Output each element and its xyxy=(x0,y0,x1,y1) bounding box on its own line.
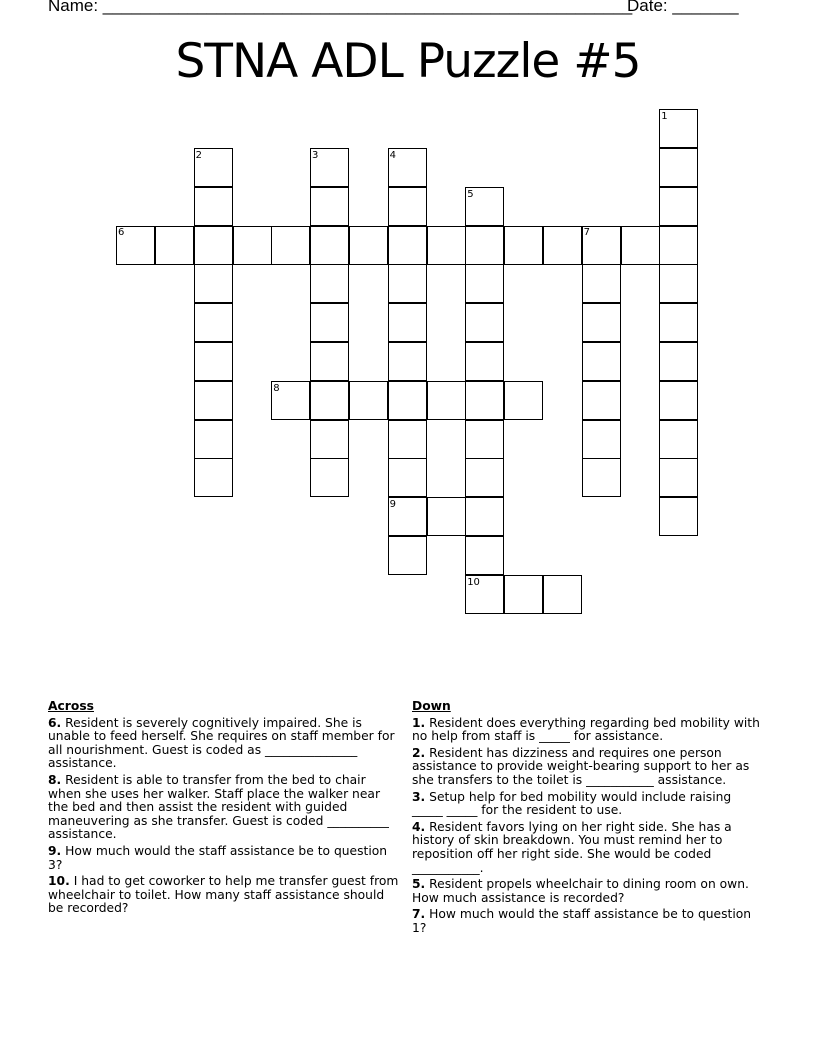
grid-cell[interactable] xyxy=(504,575,543,614)
clue-across-9 xyxy=(48,845,400,872)
grid-cell[interactable] xyxy=(310,420,349,459)
grid-cell[interactable] xyxy=(427,381,466,420)
grid-cell[interactable] xyxy=(310,303,349,342)
clue-text: Resident has dizziness and requires one person assistance to provide weight-bearing support to her as she transfers to the toilet is ___________ assistance. xyxy=(412,745,750,787)
clue-number-label: 8 xyxy=(273,382,280,394)
clue-number: 8. xyxy=(48,772,62,787)
across-clues xyxy=(48,700,400,919)
down-heading: Down xyxy=(412,699,451,713)
grid-cell[interactable] xyxy=(427,497,466,536)
clue-text: How much would the staff assistance be to question 1? xyxy=(412,907,752,935)
grid-cell[interactable] xyxy=(659,458,698,497)
grid-cell[interactable] xyxy=(310,187,349,226)
grid-cell[interactable] xyxy=(659,148,698,187)
clue-number-label: 4 xyxy=(389,149,396,161)
grid-cell[interactable] xyxy=(271,226,310,265)
date-field-label: Date: _______ xyxy=(627,0,739,15)
grid-cell[interactable] xyxy=(349,381,388,420)
grid-cell[interactable] xyxy=(310,264,349,303)
grid-cell[interactable] xyxy=(465,497,504,536)
grid-cell[interactable] xyxy=(194,458,233,497)
clue-number-label: 10 xyxy=(467,576,480,588)
grid-cell[interactable] xyxy=(659,303,698,342)
grid-cell[interactable] xyxy=(388,420,427,459)
clue-number: 7. xyxy=(412,907,426,922)
grid-cell[interactable] xyxy=(465,342,504,381)
clue-down-4 xyxy=(412,821,764,875)
grid-cell[interactable] xyxy=(543,575,582,614)
clue-text: How much would the staff assistance be to question 3? xyxy=(48,843,388,872)
clue-down-2 xyxy=(412,747,764,788)
grid-cell[interactable] xyxy=(388,381,427,420)
grid-cell[interactable] xyxy=(349,226,388,265)
grid-cell[interactable] xyxy=(582,420,621,459)
grid-cell[interactable] xyxy=(659,497,698,536)
clue-number-label: 2 xyxy=(195,149,202,161)
grid-cell[interactable] xyxy=(194,381,233,420)
grid-cell[interactable] xyxy=(659,381,698,420)
grid-cell[interactable] xyxy=(155,226,194,265)
clue-across-8 xyxy=(48,774,400,842)
grid-cell[interactable] xyxy=(543,226,582,265)
grid-cell[interactable] xyxy=(388,303,427,342)
grid-cell[interactable] xyxy=(465,381,504,420)
grid-cell[interactable] xyxy=(233,226,272,265)
grid-cell[interactable] xyxy=(659,226,698,265)
clue-text: I had to get coworker to help me transfer guest from wheelchair to toilet. How many staff assistance should be recorded? xyxy=(48,874,399,916)
clue-number-label: 6 xyxy=(118,227,125,239)
clue-across-6 xyxy=(48,717,400,771)
grid-cell[interactable] xyxy=(465,536,504,575)
grid-cell[interactable] xyxy=(194,226,233,265)
grid-cell[interactable] xyxy=(582,458,621,497)
clue-number: 2. xyxy=(412,745,426,760)
grid-cell[interactable] xyxy=(310,342,349,381)
clue-number-label: 3 xyxy=(312,149,319,161)
clue-number: 9. xyxy=(48,843,62,858)
grid-cell[interactable] xyxy=(388,226,427,265)
name-field-label: Name: ________________________________________________________ xyxy=(48,0,633,15)
grid-cell[interactable] xyxy=(194,187,233,226)
clue-text: Resident does everything regarding bed mobility with no help from staff is _____ for assistance. xyxy=(412,715,760,744)
grid-cell[interactable] xyxy=(465,458,504,497)
grid-cell[interactable] xyxy=(194,264,233,303)
grid-cell[interactable] xyxy=(388,536,427,575)
grid-cell[interactable] xyxy=(659,187,698,226)
down-clues xyxy=(412,700,764,939)
across-heading: Across xyxy=(48,699,94,713)
grid-cell[interactable] xyxy=(465,226,504,265)
clue-number: 5. xyxy=(412,877,426,892)
clue-across-10 xyxy=(48,875,400,916)
clue-number: 6. xyxy=(48,715,62,730)
clue-number: 3. xyxy=(412,789,426,804)
grid-cell[interactable] xyxy=(659,264,698,303)
grid-cell[interactable] xyxy=(621,226,660,265)
grid-cell[interactable] xyxy=(465,420,504,459)
grid-cell[interactable] xyxy=(582,264,621,303)
clue-number-label: 5 xyxy=(467,188,474,200)
clue-number: 4. xyxy=(412,819,426,834)
grid-cell[interactable] xyxy=(194,303,233,342)
puzzle-title: STNA ADL Puzzle #5 xyxy=(175,34,641,89)
clue-number-label: 1 xyxy=(661,111,668,122)
clue-text: Resident propels wheelchair to dining room on own. How much assistance is recorded? xyxy=(412,877,749,905)
clue-down-3 xyxy=(412,791,764,818)
grid-cell[interactable] xyxy=(504,381,543,420)
grid-cell[interactable] xyxy=(582,381,621,420)
grid-cell[interactable] xyxy=(310,226,349,265)
grid-cell[interactable] xyxy=(582,342,621,381)
grid-cell[interactable] xyxy=(582,303,621,342)
clue-text: Resident favors lying on her right side. She has a history of skin breakdown. You must remind her to reposition off her right side. She would be coded ___________. xyxy=(412,819,732,875)
clue-number-label: 7 xyxy=(583,227,590,239)
grid-cell[interactable] xyxy=(310,458,349,497)
clue-down-1 xyxy=(412,717,764,744)
grid-cell[interactable] xyxy=(388,458,427,497)
clue-text: Resident is severely cognitively impaired. She is unable to feed herself. She requires on staff member for all nourishment. Guest is coded as _______________ assistance. xyxy=(48,715,395,771)
clue-text: Setup help for bed mobility would include raising _____ _____ for the resident to use. xyxy=(412,789,732,818)
clue-number-label: 9 xyxy=(389,499,396,510)
grid-cell[interactable] xyxy=(388,187,427,226)
grid-cell[interactable] xyxy=(659,420,698,459)
grid-cell[interactable] xyxy=(504,226,543,265)
clue-down-7 xyxy=(412,908,764,935)
grid-cell[interactable] xyxy=(427,226,466,265)
grid-cell[interactable] xyxy=(310,381,349,420)
grid-cell[interactable] xyxy=(465,264,504,303)
grid-cell[interactable] xyxy=(388,264,427,303)
grid-cell[interactable] xyxy=(388,342,427,381)
grid-cell[interactable] xyxy=(194,420,233,459)
clue-text: Resident is able to transfer from the bed to chair when she uses her walker. Staff place the walker near the bed and then assist the resident with guided maneuvering as she transfer. Guest is coded __________ assistance. xyxy=(48,772,389,842)
grid-cell[interactable] xyxy=(465,303,504,342)
clue-number: 10. xyxy=(48,874,70,889)
clue-number: 1. xyxy=(412,715,426,730)
clue-down-5 xyxy=(412,878,764,905)
grid-cell[interactable] xyxy=(194,342,233,381)
grid-cell[interactable] xyxy=(659,342,698,381)
